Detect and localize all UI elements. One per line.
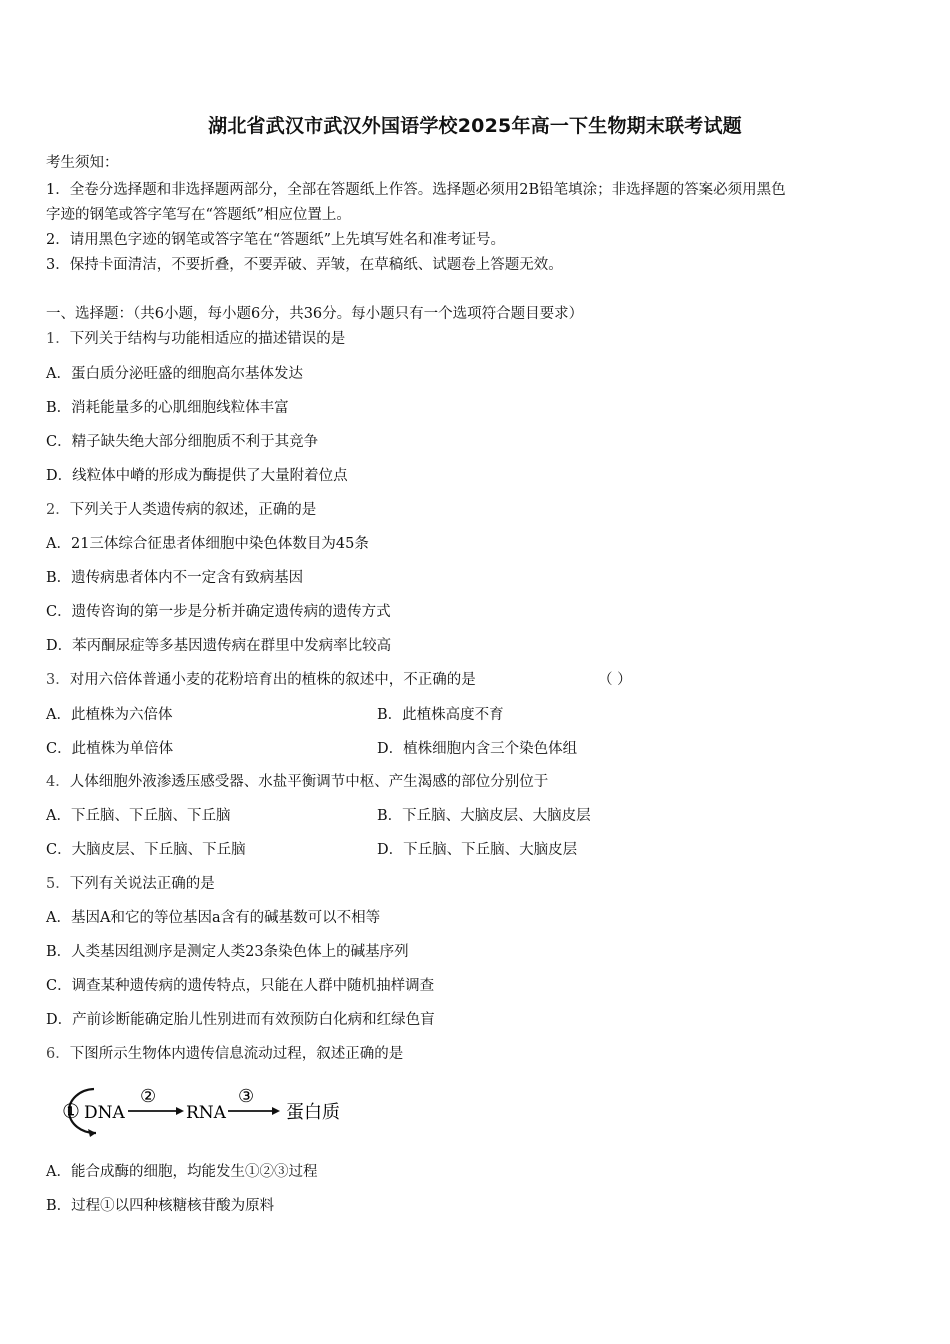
transcription-arrowhead bbox=[176, 1107, 184, 1115]
question-4-stem bbox=[46, 770, 548, 791]
notice-item-1b: 字迹的钢笔或答字笔写在“答题纸”相应位置上。 bbox=[46, 207, 351, 223]
notice-heading: 考生须知： bbox=[46, 155, 119, 171]
question-3-option-d: D．植株细胞内含三个染色体组 bbox=[377, 741, 578, 757]
section-heading: 一、选择题：（共6小题，每小题6分，共36分。每小题只有一个选项符合题目要求） bbox=[46, 306, 584, 322]
question-4-number: 4． bbox=[46, 774, 70, 790]
question-1-text: 下列关于结构与功能相适应的描述错误的是 bbox=[69, 331, 346, 347]
question-3-stem bbox=[46, 668, 476, 689]
question-3-option-a: A．此植株为六倍体 bbox=[46, 707, 173, 723]
question-6-stem bbox=[46, 1042, 403, 1063]
question-4-option-d: D．下丘脑、下丘脑、大脑皮层 bbox=[377, 842, 578, 858]
notice-item-1a: 1．全卷分选择题和非选择题两部分，全部在答题纸上作答。选择题必须用2B铅笔填涂；非选择题的答案必须用黑色 bbox=[46, 182, 786, 198]
question-3-number: 3． bbox=[46, 672, 70, 688]
question-6-text: 下图所示生物体内遗传信息流动过程，叙述正确的是 bbox=[69, 1046, 404, 1062]
diagram-rna: RNA bbox=[186, 1103, 226, 1123]
question-3-option-b: B．此植株高度不育 bbox=[377, 707, 504, 723]
question-1-stem bbox=[46, 327, 345, 348]
question-2-stem bbox=[46, 498, 316, 519]
question-5-option-b: B．人类基因组测序是测定人类23条染色体上的碱基序列 bbox=[46, 944, 409, 960]
diagram-label-2: ② bbox=[140, 1086, 157, 1107]
question-1-option-c: C．精子缺失绝大部分细胞质不利于其竞争 bbox=[46, 434, 319, 450]
question-2-option-b: B．遗传病患者体内不一定含有致病基因 bbox=[46, 570, 304, 586]
question-5-option-c: C．调查某种遗传病的遗传特点，只能在人群中随机抽样调查 bbox=[46, 978, 435, 994]
question-2-option-a: A．21三体综合征患者体细胞中染色体数目为45条 bbox=[46, 536, 369, 552]
question-5-option-d: D．产前诊断能确定胎儿性别进而有效预防白化病和红绿色盲 bbox=[46, 1012, 435, 1028]
diagram-dna: DNA bbox=[84, 1103, 125, 1123]
page-title: 湖北省武汉市武汉外国语学校2025年高一下生物期末联考试题 bbox=[208, 115, 742, 137]
question-5-text: 下列有关说法正确的是 bbox=[69, 876, 215, 892]
question-2-option-c: C．遗传咨询的第一步是分析并确定遗传病的遗传方式 bbox=[46, 604, 391, 620]
diagram-label-1: ① bbox=[62, 1099, 80, 1123]
gene-expression-diagram bbox=[50, 1082, 360, 1144]
question-6-option-b: B．过程①以四种核糖核苷酸为原料 bbox=[46, 1198, 275, 1214]
question-1-number: 1． bbox=[46, 331, 70, 347]
notice-item-3: 3．保持卡面清洁，不要折叠，不要弄破、弄皱，在草稿纸、试题卷上答题无效。 bbox=[46, 257, 563, 273]
question-4-option-c: C．大脑皮层、下丘脑、下丘脑 bbox=[46, 842, 246, 858]
translation-arrowhead bbox=[272, 1107, 280, 1115]
diagram-protein: 蛋白质 bbox=[286, 1102, 340, 1123]
question-4-text: 人体细胞外液渗透压感受器、水盐平衡调节中枢、产生渴感的部位分别位于 bbox=[69, 774, 549, 790]
question-4-option-b: B．下丘脑、大脑皮层、大脑皮层 bbox=[377, 808, 591, 824]
question-2-text: 下列关于人类遗传病的叙述，正确的是 bbox=[69, 502, 317, 518]
question-1-option-b: B．消耗能量多的心肌细胞线粒体丰富 bbox=[46, 400, 289, 416]
question-3-text: 对用六倍体普通小麦的花粉培育出的植株的叙述中，不正确的是 bbox=[69, 672, 476, 688]
question-3-option-c: C．此植株为单倍体 bbox=[46, 741, 174, 757]
question-1-option-d: D．线粒体中嵴的形成为酶提供了大量附着位点 bbox=[46, 468, 348, 484]
question-5-option-a: A．基因A和它的等位基因a含有的碱基数可以不相等 bbox=[46, 910, 381, 926]
question-5-number: 5． bbox=[46, 876, 70, 892]
question-3-answer-blank: （ ） bbox=[598, 672, 632, 688]
diagram-label-3: ③ bbox=[238, 1086, 255, 1107]
question-2-option-d: D．苯丙酮尿症等多基因遗传病在群里中发病率比较高 bbox=[46, 638, 392, 654]
question-2-number: 2． bbox=[46, 502, 70, 518]
question-4-option-a: A．下丘脑、下丘脑、下丘脑 bbox=[46, 808, 231, 824]
replication-loop-arrowhead bbox=[88, 1129, 96, 1137]
question-1-option-a: A．蛋白质分泌旺盛的细胞高尔基体发达 bbox=[46, 366, 303, 382]
question-6-number: 6． bbox=[46, 1046, 70, 1062]
question-6-option-a: A．能合成酶的细胞，均能发生①②③过程 bbox=[46, 1164, 318, 1180]
notice-item-2: 2．请用黑色字迹的钢笔或答字笔在“答题纸”上先填写姓名和准考证号。 bbox=[46, 232, 506, 248]
question-5-stem bbox=[46, 872, 215, 893]
